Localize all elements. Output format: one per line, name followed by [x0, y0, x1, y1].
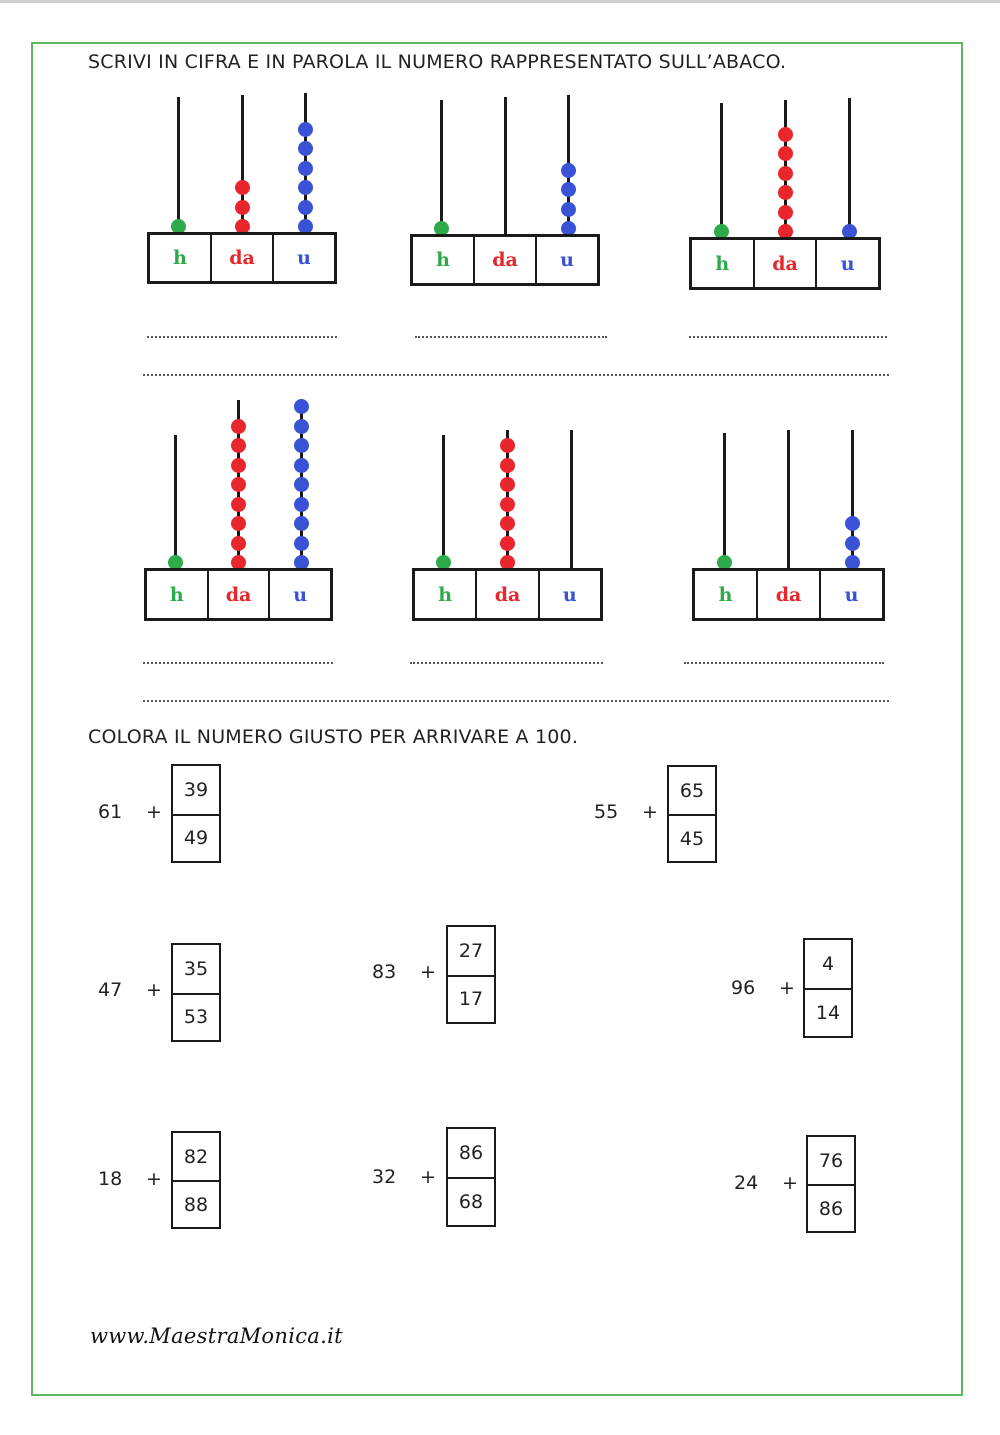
abacus-base: [144, 568, 333, 621]
answer-option-2[interactable]: 14: [805, 988, 851, 1036]
abacus-rod-h: [720, 103, 723, 239]
website-footer: www.MaestraMonica.it: [90, 1324, 343, 1348]
plus-sign: +: [146, 979, 162, 1001]
bead-da: [500, 536, 515, 551]
answer-choices: [171, 943, 221, 1042]
bead-u: [294, 458, 309, 473]
answer-option-1[interactable]: 86: [458, 1142, 484, 1164]
answer-option-1[interactable]: 82: [183, 1145, 209, 1168]
bead-da: [231, 438, 246, 453]
abacus-rod-h: [723, 433, 726, 570]
abacus-rod-da: [504, 97, 507, 236]
bead-u: [294, 399, 309, 414]
bead-u: [298, 161, 313, 176]
column-label-h: h: [173, 247, 187, 269]
plus-sign: +: [642, 801, 658, 823]
bead-da: [231, 419, 246, 434]
bead-da: [778, 127, 793, 142]
column-label-u: u: [815, 240, 878, 287]
abacus-rod-u: [848, 98, 851, 239]
abacus-rod-u: [570, 430, 573, 570]
bead-da: [500, 438, 515, 453]
answer-option-1[interactable]: 4: [821, 953, 835, 975]
answer-option-1[interactable]: 39: [183, 778, 209, 801]
bead-da: [231, 477, 246, 492]
column-label-h: h: [718, 583, 733, 606]
answer-choices: [171, 764, 221, 863]
plus-sign: +: [420, 961, 436, 983]
bead-da: [500, 497, 515, 512]
answer-choices: [806, 1135, 856, 1233]
column-label-u: u: [535, 237, 597, 283]
answer-option-2[interactable]: 68: [448, 1177, 494, 1225]
bead-u: [294, 536, 309, 551]
answer-option-2[interactable]: 53: [173, 993, 219, 1041]
answer-choices: [667, 765, 717, 863]
digit-answer-line[interactable]: [410, 662, 603, 664]
bead-u: [561, 163, 576, 178]
column-label-da: da: [475, 571, 537, 618]
abacus-base: [410, 234, 600, 286]
digit-answer-line[interactable]: [689, 336, 887, 338]
column-label-h: h: [436, 249, 450, 271]
abacus-rod-h: [177, 97, 180, 234]
bead-da: [500, 477, 515, 492]
bead-da: [231, 497, 246, 512]
bead-u: [298, 180, 313, 195]
bead-u: [294, 477, 309, 492]
column-label-da: da: [207, 571, 269, 618]
bead-da: [778, 146, 793, 161]
bead-da: [778, 205, 793, 220]
word-answer-line-2: [143, 700, 889, 702]
addend: 24: [734, 1172, 759, 1194]
bead-u: [294, 497, 309, 512]
addend: 61: [98, 801, 123, 823]
answer-option-2[interactable]: 86: [808, 1184, 854, 1231]
bead-da: [235, 200, 250, 215]
column-label-u: u: [819, 571, 882, 618]
answer-option-1[interactable]: 35: [183, 957, 209, 980]
abacus-rod-da: [787, 430, 790, 570]
column-label-h: h: [715, 252, 730, 275]
bead-da: [500, 458, 515, 473]
column-label-da: da: [473, 237, 535, 283]
addend: 83: [372, 961, 397, 983]
plus-sign: +: [779, 977, 795, 999]
abacus-base: [692, 568, 885, 621]
answer-option-2[interactable]: 88: [173, 1180, 219, 1227]
column-label-h: h: [169, 583, 184, 606]
page-top-edge: [0, 0, 1000, 3]
answer-option-1[interactable]: 76: [818, 1149, 844, 1172]
word-answer-line-1: [143, 374, 889, 376]
bead-da: [235, 180, 250, 195]
bead-u: [294, 438, 309, 453]
column-label-h: h: [438, 583, 453, 606]
addend: 96: [731, 977, 756, 999]
addend: 32: [372, 1166, 397, 1188]
abacus-instruction: SCRIVI IN CIFRA E IN PAROLA IL NUMERO RAPPRESENTATO SULL’ABACO.: [88, 51, 787, 73]
sum-instruction: COLORA IL NUMERO GIUSTO PER ARRIVARE A 100.: [88, 726, 579, 748]
column-label-u: u: [272, 235, 334, 281]
bead-da: [231, 458, 246, 473]
abacus-rod-h: [442, 435, 445, 570]
bead-u: [294, 419, 309, 434]
answer-option-2[interactable]: 45: [669, 814, 715, 861]
digit-answer-line[interactable]: [415, 336, 607, 338]
column-label-da: da: [210, 235, 272, 281]
plus-sign: +: [782, 1172, 798, 1194]
bead-da: [231, 536, 246, 551]
answer-choices: [171, 1131, 221, 1229]
answer-option-1[interactable]: 65: [679, 779, 705, 802]
addend: 18: [98, 1168, 123, 1190]
answer-choices: [803, 938, 853, 1038]
bead-u: [298, 141, 313, 156]
bead-u: [561, 182, 576, 197]
digit-answer-line[interactable]: [684, 662, 884, 664]
answer-option-1[interactable]: 27: [458, 939, 484, 962]
addend: 55: [594, 801, 619, 823]
digit-answer-line[interactable]: [143, 662, 333, 664]
bead-u: [298, 122, 313, 137]
plus-sign: +: [420, 1166, 436, 1188]
answer-option-2[interactable]: 49: [173, 814, 219, 862]
column-label-u: u: [268, 571, 330, 618]
answer-choices: [446, 925, 496, 1024]
column-label-da: da: [753, 240, 816, 287]
plus-sign: +: [146, 1168, 162, 1190]
bead-u: [298, 200, 313, 215]
bead-da: [778, 166, 793, 181]
bead-u: [294, 516, 309, 531]
abacus-base: [147, 232, 337, 284]
bead-da: [778, 185, 793, 200]
addend: 47: [98, 979, 123, 1001]
bead-da: [231, 516, 246, 531]
abacus-base: [412, 568, 603, 621]
column-label-da: da: [756, 571, 819, 618]
bead-u: [845, 536, 860, 551]
answer-option-2[interactable]: 17: [448, 975, 494, 1023]
bead-da: [500, 516, 515, 531]
digit-answer-line[interactable]: [147, 336, 337, 338]
plus-sign: +: [146, 801, 162, 823]
abacus-base: [689, 237, 881, 290]
column-label-u: u: [538, 571, 600, 618]
answer-choices: [446, 1127, 496, 1227]
abacus-rod-h: [440, 100, 443, 236]
bead-u: [561, 202, 576, 217]
abacus-rod-h: [174, 435, 177, 570]
